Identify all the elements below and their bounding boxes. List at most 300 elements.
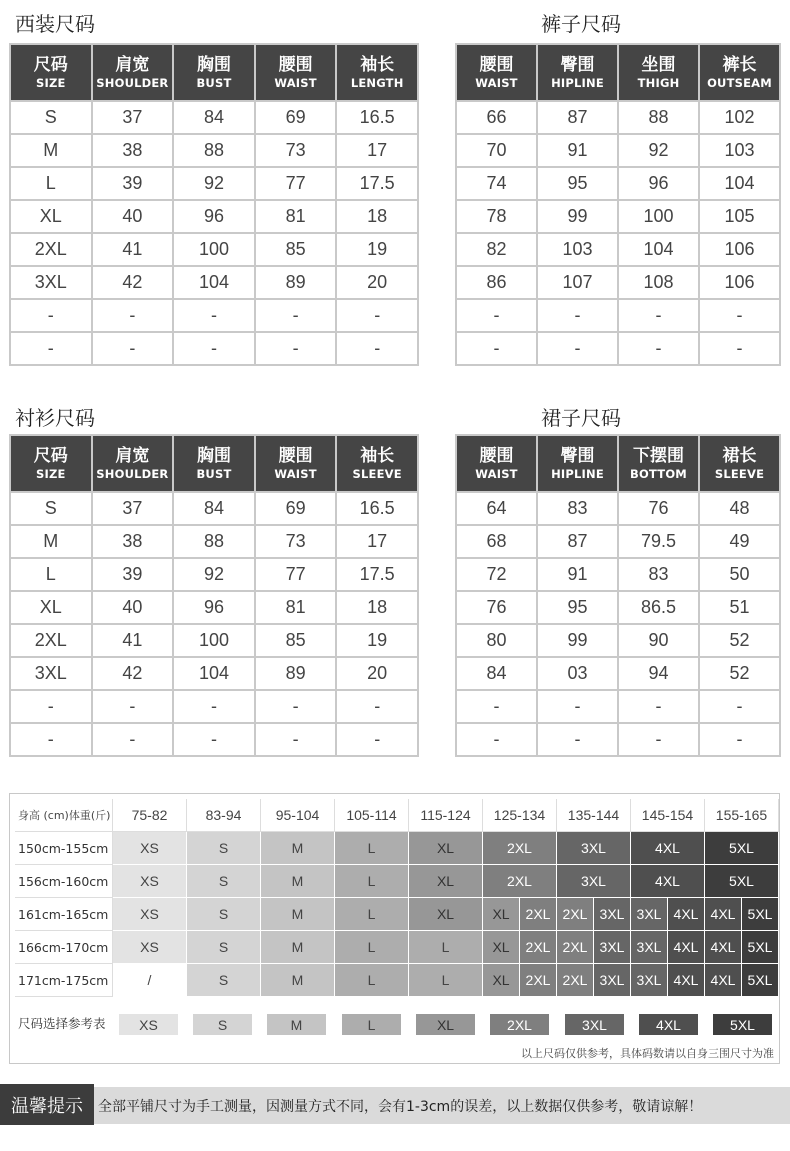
size-pair [631, 964, 704, 996]
table-cell: - [618, 299, 699, 332]
table-cell: - [537, 690, 618, 723]
size-cell [483, 964, 557, 997]
size-cell [631, 964, 705, 997]
table-cell: - [255, 299, 337, 332]
weight-range: 135-144 [557, 799, 631, 832]
table-cell: - [255, 690, 337, 723]
size-option: 2XL [519, 931, 556, 963]
table-cell: 81 [255, 591, 337, 624]
table-cell: - [92, 690, 174, 723]
column-header-cn: 坐围 [641, 55, 676, 75]
column-header-en: HIPLINE [551, 76, 604, 90]
height-range: 156cm-160cm [15, 865, 113, 898]
size-option: XL [483, 898, 519, 930]
table-cell: 90 [618, 624, 699, 657]
table-cell: 03 [537, 657, 618, 690]
column-header [336, 44, 418, 101]
weight-range: 115-124 [409, 799, 483, 832]
table-row [10, 134, 418, 167]
legend-swatch: 2XL [490, 1014, 549, 1035]
table-cell: 92 [618, 134, 699, 167]
column-header-cn: 肩宽 [115, 55, 150, 75]
size-option: 5XL [741, 964, 778, 996]
table-cell: 73 [255, 525, 337, 558]
size-cell: S [187, 865, 261, 898]
size-cell [631, 898, 705, 931]
table-cell: 106 [699, 266, 780, 299]
table-cell: 18 [336, 591, 418, 624]
column-header-en: LENGTH [350, 76, 404, 90]
column-header-cn: 下摆围 [633, 446, 684, 466]
table-row [456, 233, 780, 266]
size-option: 5XL [741, 898, 778, 930]
header-row [10, 435, 418, 492]
table-cell: 104 [173, 266, 255, 299]
table-cell: XL [10, 591, 92, 624]
size-option: 3XL [593, 964, 630, 996]
table-cell: 91 [537, 134, 618, 167]
table-row [10, 332, 418, 365]
table-cell: - [537, 299, 618, 332]
legend-swatch: 3XL [565, 1014, 624, 1035]
size-cell: M [261, 964, 335, 997]
table-row [456, 558, 780, 591]
table-row [10, 101, 418, 134]
table-cell: M [10, 525, 92, 558]
size-cell: M [261, 931, 335, 964]
table-row [10, 591, 418, 624]
table-cell: 78 [456, 200, 537, 233]
legend-swatch: L [342, 1014, 401, 1035]
shirt-size-table [9, 434, 419, 757]
table-cell: - [173, 332, 255, 365]
legend-swatch: XS [119, 1014, 178, 1035]
column-header [537, 44, 618, 101]
column-header [537, 435, 618, 492]
table-cell: - [92, 299, 174, 332]
table-row [456, 624, 780, 657]
weight-header-row [15, 799, 779, 832]
size-cell: L [409, 931, 483, 964]
size-option: 3XL [631, 898, 667, 930]
size-cell: XL [409, 832, 483, 865]
table-cell: - [618, 723, 699, 756]
table-cell: 37 [92, 101, 174, 134]
column-header-cn: 腰围 [479, 446, 514, 466]
size-option: 3XL [631, 964, 667, 996]
column-header [456, 44, 537, 101]
table-row [456, 591, 780, 624]
skirt-size-table [455, 434, 781, 757]
table-cell: 84 [173, 492, 255, 525]
table-cell: 94 [618, 657, 699, 690]
table-cell: 81 [255, 200, 337, 233]
table-cell: 84 [173, 101, 255, 134]
table-cell: - [92, 723, 174, 756]
table-cell: 95 [537, 591, 618, 624]
table-cell: 37 [92, 492, 174, 525]
table-cell: 69 [255, 101, 337, 134]
column-header-cn: 裤长 [722, 55, 757, 75]
table-cell: 87 [537, 101, 618, 134]
size-cell: XS [113, 832, 187, 865]
column-header-cn: 腰围 [278, 55, 313, 75]
table-cell: 72 [456, 558, 537, 591]
size-cell: S [187, 832, 261, 865]
size-cell: S [187, 898, 261, 931]
size-cell: 2XL [483, 832, 557, 865]
table-row [456, 723, 780, 756]
table-cell: 96 [618, 167, 699, 200]
size-legend [18, 1010, 778, 1036]
table-cell: 88 [173, 134, 255, 167]
table-cell: 42 [92, 266, 174, 299]
skirt-title: 裙子尺码 [541, 406, 621, 430]
table-row [456, 492, 780, 525]
header-row [10, 44, 418, 101]
size-pair [483, 964, 556, 996]
column-header [173, 44, 255, 101]
table-cell: 106 [699, 233, 780, 266]
size-cell: L [335, 832, 409, 865]
tip-heading: 温馨提示 [0, 1084, 94, 1125]
size-pair [557, 898, 630, 930]
column-header [456, 435, 537, 492]
weight-range: 155-165 [705, 799, 779, 832]
column-header-en: BUST [196, 76, 232, 90]
table-cell: 86 [456, 266, 537, 299]
size-option: 3XL [593, 931, 630, 963]
size-pair [705, 964, 778, 996]
column-header [255, 435, 337, 492]
column-header-cn: 尺码 [33, 55, 68, 75]
column-header [699, 44, 780, 101]
column-header-en: SIZE [36, 467, 66, 481]
table-cell: 95 [537, 167, 618, 200]
size-option: 2XL [519, 964, 556, 996]
column-header-cn: 尺码 [33, 446, 68, 466]
column-header-en: BOTTOM [630, 467, 687, 481]
size-reference-chart [9, 793, 780, 1064]
size-cell: 5XL [705, 832, 779, 865]
table-cell: - [699, 299, 780, 332]
table-cell: 99 [537, 624, 618, 657]
table-row [10, 299, 418, 332]
table-cell: 16.5 [336, 101, 418, 134]
column-header-cn: 臀围 [560, 446, 595, 466]
column-header [255, 44, 337, 101]
table-cell: 16.5 [336, 492, 418, 525]
height-range: 166cm-170cm [15, 931, 113, 964]
suit-title: 西装尺码 [15, 12, 95, 36]
table-cell: 66 [456, 101, 537, 134]
pants-size-table [455, 43, 781, 366]
table-row [456, 332, 780, 365]
table-cell: S [10, 492, 92, 525]
column-header-en: SLEEVE [714, 467, 765, 481]
size-cell: / [113, 964, 187, 997]
pants-title: 裤子尺码 [541, 12, 621, 36]
table-cell: - [336, 299, 418, 332]
size-cell: XS [113, 865, 187, 898]
size-cell: XL [409, 865, 483, 898]
size-cell: M [261, 898, 335, 931]
table-cell: 108 [618, 266, 699, 299]
table-cell: 73 [255, 134, 337, 167]
size-option: 3XL [631, 931, 667, 963]
size-pair [631, 931, 704, 963]
column-header-en: THIGH [637, 76, 680, 90]
size-option: 4XL [705, 964, 741, 996]
height-range: 161cm-165cm [15, 898, 113, 931]
table-row [456, 134, 780, 167]
table-cell: 52 [699, 657, 780, 690]
table-cell: - [456, 299, 537, 332]
table-cell: - [336, 690, 418, 723]
column-header-en: WAIST [475, 467, 518, 481]
table-cell: 64 [456, 492, 537, 525]
shirt-title: 衬衫尺码 [15, 406, 95, 430]
column-header [173, 435, 255, 492]
table-cell: XL [10, 200, 92, 233]
table-row [10, 624, 418, 657]
header-row [456, 435, 780, 492]
table-cell: 40 [92, 200, 174, 233]
table-cell: - [10, 723, 92, 756]
table-cell: 96 [173, 591, 255, 624]
table-cell: - [92, 332, 174, 365]
column-header [10, 435, 92, 492]
size-option: XL [483, 964, 519, 996]
column-header-cn: 裙长 [722, 446, 757, 466]
warm-tip-banner [0, 1084, 790, 1125]
table-cell: 105 [699, 200, 780, 233]
table-cell: - [537, 332, 618, 365]
legend-swatch: 4XL [639, 1014, 698, 1035]
size-pair [557, 964, 630, 996]
table-cell: 85 [255, 233, 337, 266]
height-range: 150cm-155cm [15, 832, 113, 865]
legend-swatch: XL [416, 1014, 475, 1035]
column-header-cn: 肩宽 [115, 446, 150, 466]
table-cell: 39 [92, 167, 174, 200]
table-cell: 3XL [10, 266, 92, 299]
size-cell [705, 898, 779, 931]
table-cell: 48 [699, 492, 780, 525]
table-row [10, 525, 418, 558]
table-row [456, 525, 780, 558]
size-option: 2XL [557, 931, 593, 963]
table-cell: 70 [456, 134, 537, 167]
table-cell: 89 [255, 266, 337, 299]
size-cell: XS [113, 931, 187, 964]
size-option: 4XL [667, 931, 704, 963]
table-row [10, 723, 418, 756]
table-cell: - [699, 723, 780, 756]
table-cell: 68 [456, 525, 537, 558]
size-option: 3XL [593, 898, 630, 930]
table-row [456, 299, 780, 332]
table-cell: 92 [173, 167, 255, 200]
table-row [456, 167, 780, 200]
size-cell: L [335, 898, 409, 931]
column-header [618, 435, 699, 492]
table-cell: - [10, 299, 92, 332]
size-pair [705, 931, 778, 963]
table-row [456, 101, 780, 134]
table-cell: - [456, 723, 537, 756]
table-cell: 83 [537, 492, 618, 525]
table-cell: 92 [173, 558, 255, 591]
table-row [456, 200, 780, 233]
table-cell: - [336, 332, 418, 365]
table-cell: 39 [92, 558, 174, 591]
table-cell: 76 [456, 591, 537, 624]
corner-label: 身高 (cm)体重(斤) [15, 799, 113, 832]
height-row [15, 865, 779, 898]
size-pair [483, 898, 556, 930]
table-cell: 51 [699, 591, 780, 624]
size-cell [705, 931, 779, 964]
weight-range: 75-82 [113, 799, 187, 832]
size-cell [557, 931, 631, 964]
size-cell [705, 964, 779, 997]
table-cell: 89 [255, 657, 337, 690]
suit-size-table [9, 43, 419, 366]
size-cell: S [187, 931, 261, 964]
table-cell: 38 [92, 134, 174, 167]
size-cell: M [261, 832, 335, 865]
table-row [456, 266, 780, 299]
size-cell [557, 964, 631, 997]
table-row [10, 266, 418, 299]
height-row [15, 832, 779, 865]
column-header-cn: 腰围 [479, 55, 514, 75]
table-cell: 100 [173, 624, 255, 657]
table-row [10, 558, 418, 591]
table-cell: 41 [92, 624, 174, 657]
column-header-cn: 胸围 [196, 446, 231, 466]
size-cell: L [335, 931, 409, 964]
size-cell: 4XL [631, 865, 705, 898]
size-cell: L [335, 964, 409, 997]
table-row [10, 657, 418, 690]
table-cell: 102 [699, 101, 780, 134]
size-option: 2XL [557, 964, 593, 996]
table-cell: - [10, 690, 92, 723]
table-cell: 87 [537, 525, 618, 558]
column-header-en: WAIST [274, 76, 317, 90]
table-cell: 20 [336, 266, 418, 299]
size-option: 4XL [705, 931, 741, 963]
size-option: 4XL [705, 898, 741, 930]
table-cell: - [255, 332, 337, 365]
weight-range: 83-94 [187, 799, 261, 832]
column-header [699, 435, 780, 492]
size-option: 2XL [557, 898, 593, 930]
height-weight-table [15, 799, 779, 997]
weight-range: 105-114 [335, 799, 409, 832]
table-cell: 88 [173, 525, 255, 558]
column-header [618, 44, 699, 101]
table-cell: L [10, 167, 92, 200]
size-cell: 4XL [631, 832, 705, 865]
table-cell: 103 [537, 233, 618, 266]
size-option: XL [483, 931, 519, 963]
size-cell: 3XL [557, 832, 631, 865]
column-header-cn: 腰围 [278, 446, 313, 466]
size-pair [705, 898, 778, 930]
table-cell: 91 [537, 558, 618, 591]
table-cell: 84 [456, 657, 537, 690]
table-cell: 77 [255, 167, 337, 200]
size-cell: S [187, 964, 261, 997]
height-row [15, 964, 779, 997]
size-cell [557, 898, 631, 931]
size-cell [631, 931, 705, 964]
table-cell: 40 [92, 591, 174, 624]
size-pair [557, 931, 630, 963]
column-header [92, 435, 174, 492]
column-header-en: SHOULDER [96, 76, 169, 90]
table-cell: 18 [336, 200, 418, 233]
size-pair [483, 931, 556, 963]
table-cell: 74 [456, 167, 537, 200]
table-cell: 42 [92, 657, 174, 690]
table-row [456, 690, 780, 723]
table-cell: 17 [336, 525, 418, 558]
table-cell: 107 [537, 266, 618, 299]
size-cell: 3XL [557, 865, 631, 898]
size-cell: 5XL [705, 865, 779, 898]
size-cell: 2XL [483, 865, 557, 898]
table-cell: 17.5 [336, 167, 418, 200]
legend-swatch: M [267, 1014, 326, 1035]
table-row [456, 657, 780, 690]
table-cell: 85 [255, 624, 337, 657]
table-cell: 100 [618, 200, 699, 233]
table-cell: - [10, 332, 92, 365]
size-option: 5XL [741, 931, 778, 963]
legend-swatch: 5XL [713, 1014, 772, 1035]
table-cell: 83 [618, 558, 699, 591]
height-range: 171cm-175cm [15, 964, 113, 997]
table-cell: 77 [255, 558, 337, 591]
table-cell: - [618, 332, 699, 365]
column-header [336, 435, 418, 492]
table-cell: 50 [699, 558, 780, 591]
table-cell: - [255, 723, 337, 756]
table-cell: 104 [699, 167, 780, 200]
table-row [10, 492, 418, 525]
table-row [10, 690, 418, 723]
table-cell: L [10, 558, 92, 591]
size-cell [483, 931, 557, 964]
column-header-cn: 袖长 [360, 55, 395, 75]
table-cell: - [456, 690, 537, 723]
table-cell: - [537, 723, 618, 756]
table-cell: 104 [618, 233, 699, 266]
table-cell: 99 [537, 200, 618, 233]
table-cell: 88 [618, 101, 699, 134]
size-cell: L [335, 865, 409, 898]
size-cell: XS [113, 898, 187, 931]
table-cell: 80 [456, 624, 537, 657]
table-cell: 49 [699, 525, 780, 558]
legend-label: 尺码选择参考表 [18, 1016, 106, 1031]
column-header [10, 44, 92, 101]
table-cell: 69 [255, 492, 337, 525]
